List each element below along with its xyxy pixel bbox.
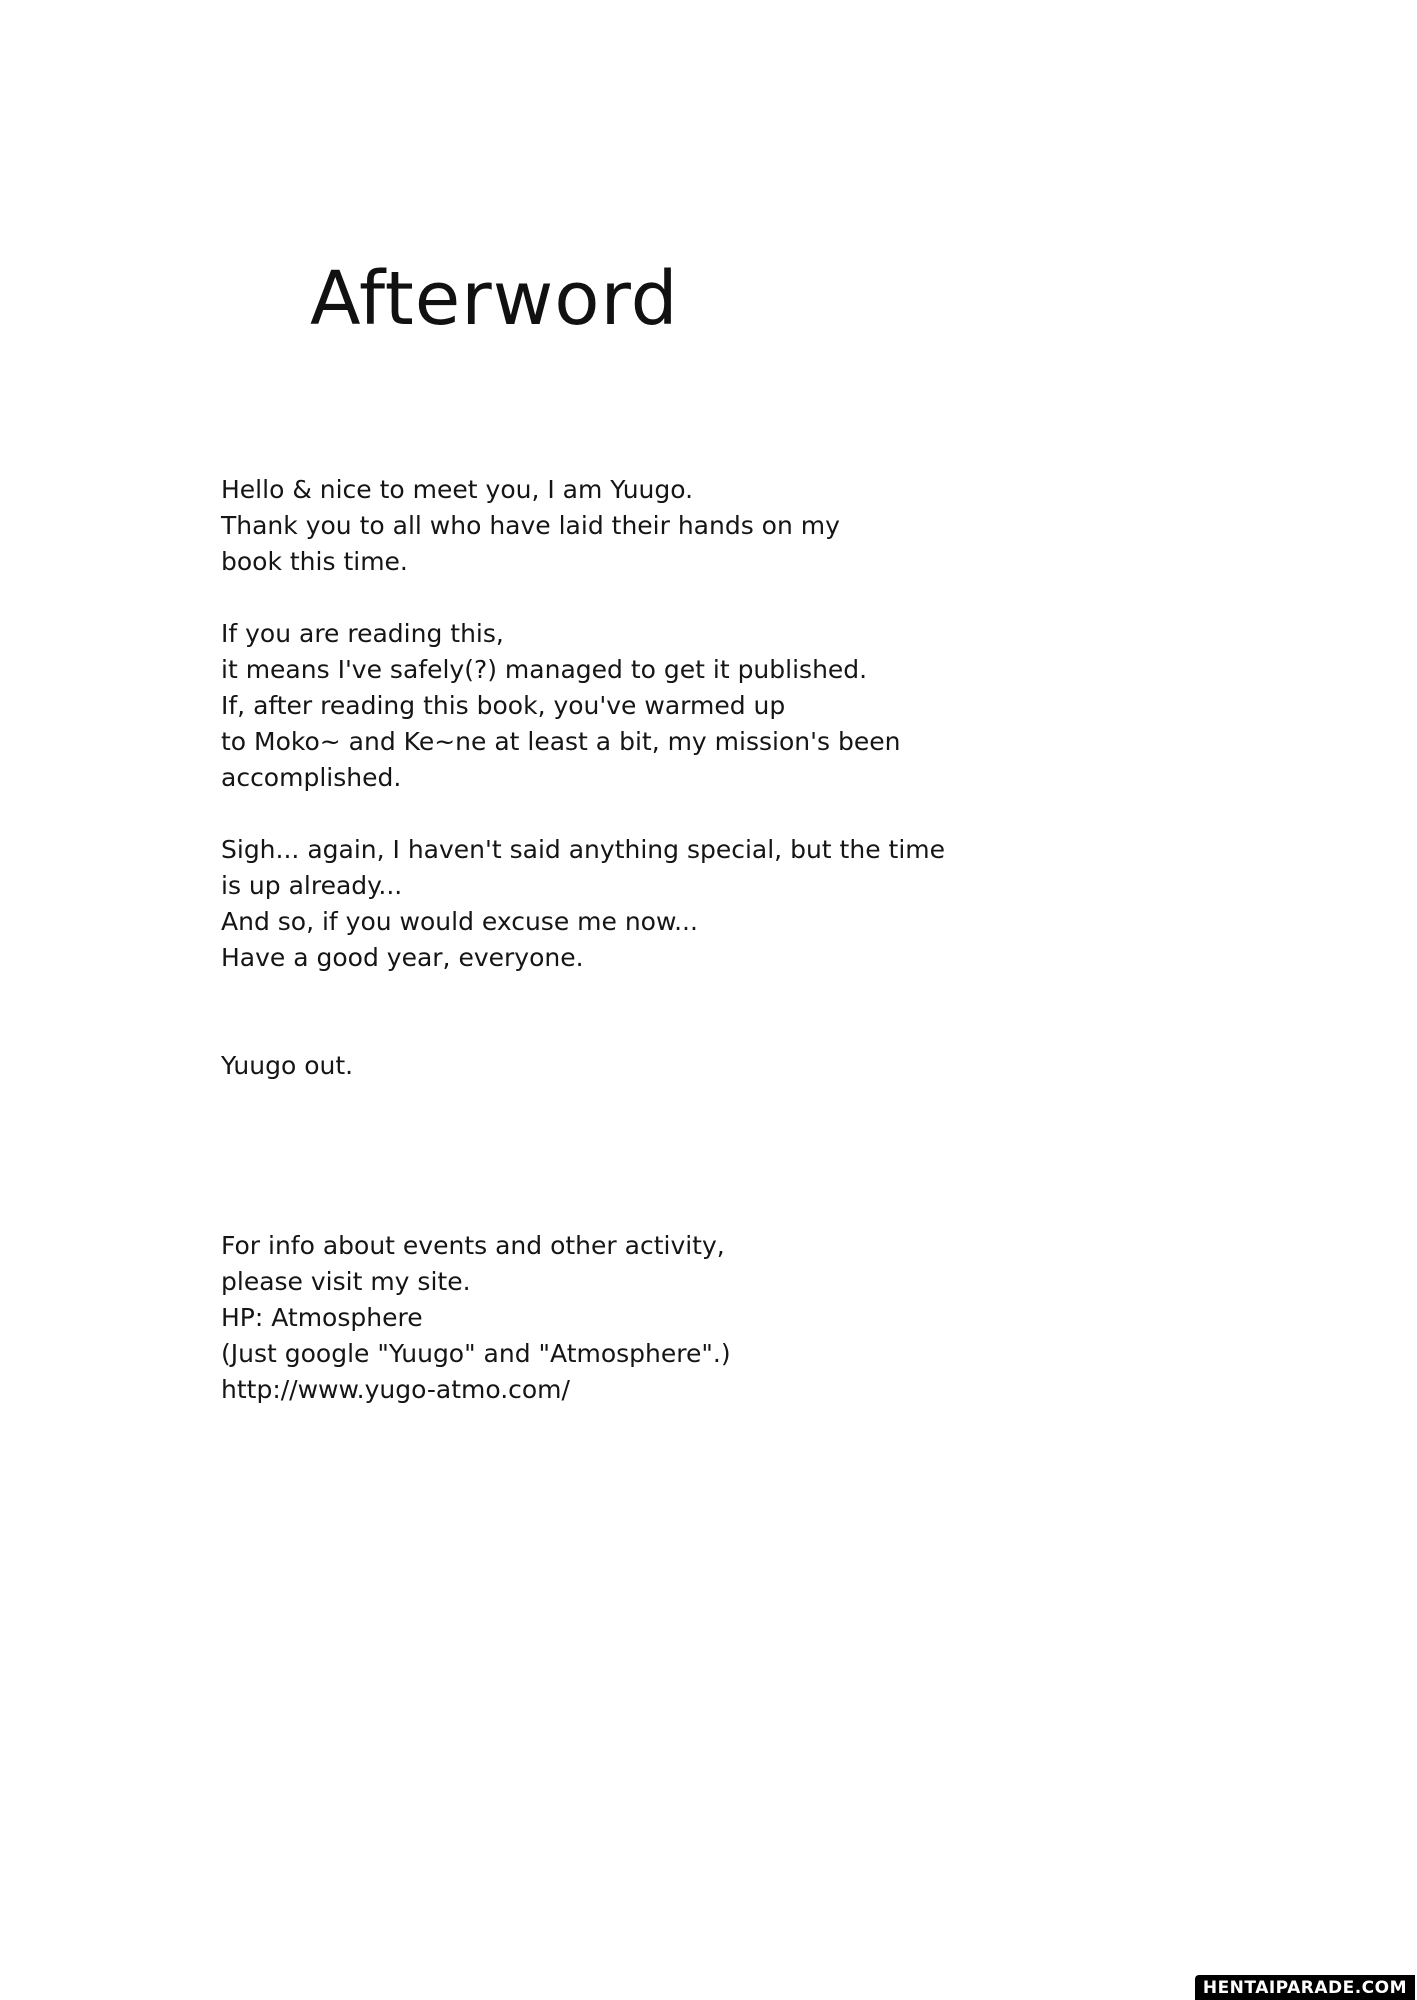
signoff-line: Yuugo out. xyxy=(221,1051,354,1080)
greeting-line: book this time. xyxy=(221,547,408,576)
greeting-line: Hello & nice to meet you, I am Yuugo. xyxy=(221,475,694,504)
closing-line: is up already... xyxy=(221,871,403,900)
mission-line: it means I've safely(?) managed to get it published. xyxy=(221,655,868,684)
page-title: Afterword xyxy=(310,256,679,342)
info-line: (Just google "Yuugo" and "Atmosphere".) xyxy=(221,1339,731,1368)
watermark-logo: HENTAIPARADE.COM xyxy=(1195,1975,1415,2000)
mission-line: If, after reading this book, you've warmed up xyxy=(221,691,786,720)
closing-line: Sigh... again, I haven't said anything special, but the time xyxy=(221,835,945,864)
closing-line: Have a good year, everyone. xyxy=(221,943,584,972)
mission-line: accomplished. xyxy=(221,763,402,792)
closing-line: And so, if you would excuse me now... xyxy=(221,907,698,936)
info-line: For info about events and other activity, xyxy=(221,1231,725,1260)
website-url: http://www.yugo-atmo.com/ xyxy=(221,1375,570,1404)
greeting-line: Thank you to all who have laid their hands on my xyxy=(221,511,840,540)
info-line: HP: Atmosphere xyxy=(221,1303,423,1332)
info-line: please visit my site. xyxy=(221,1267,471,1296)
mission-line: to Moko~ and Ke~ne at least a bit, my mission's been xyxy=(221,727,901,756)
mission-line: If you are reading this, xyxy=(221,619,504,648)
